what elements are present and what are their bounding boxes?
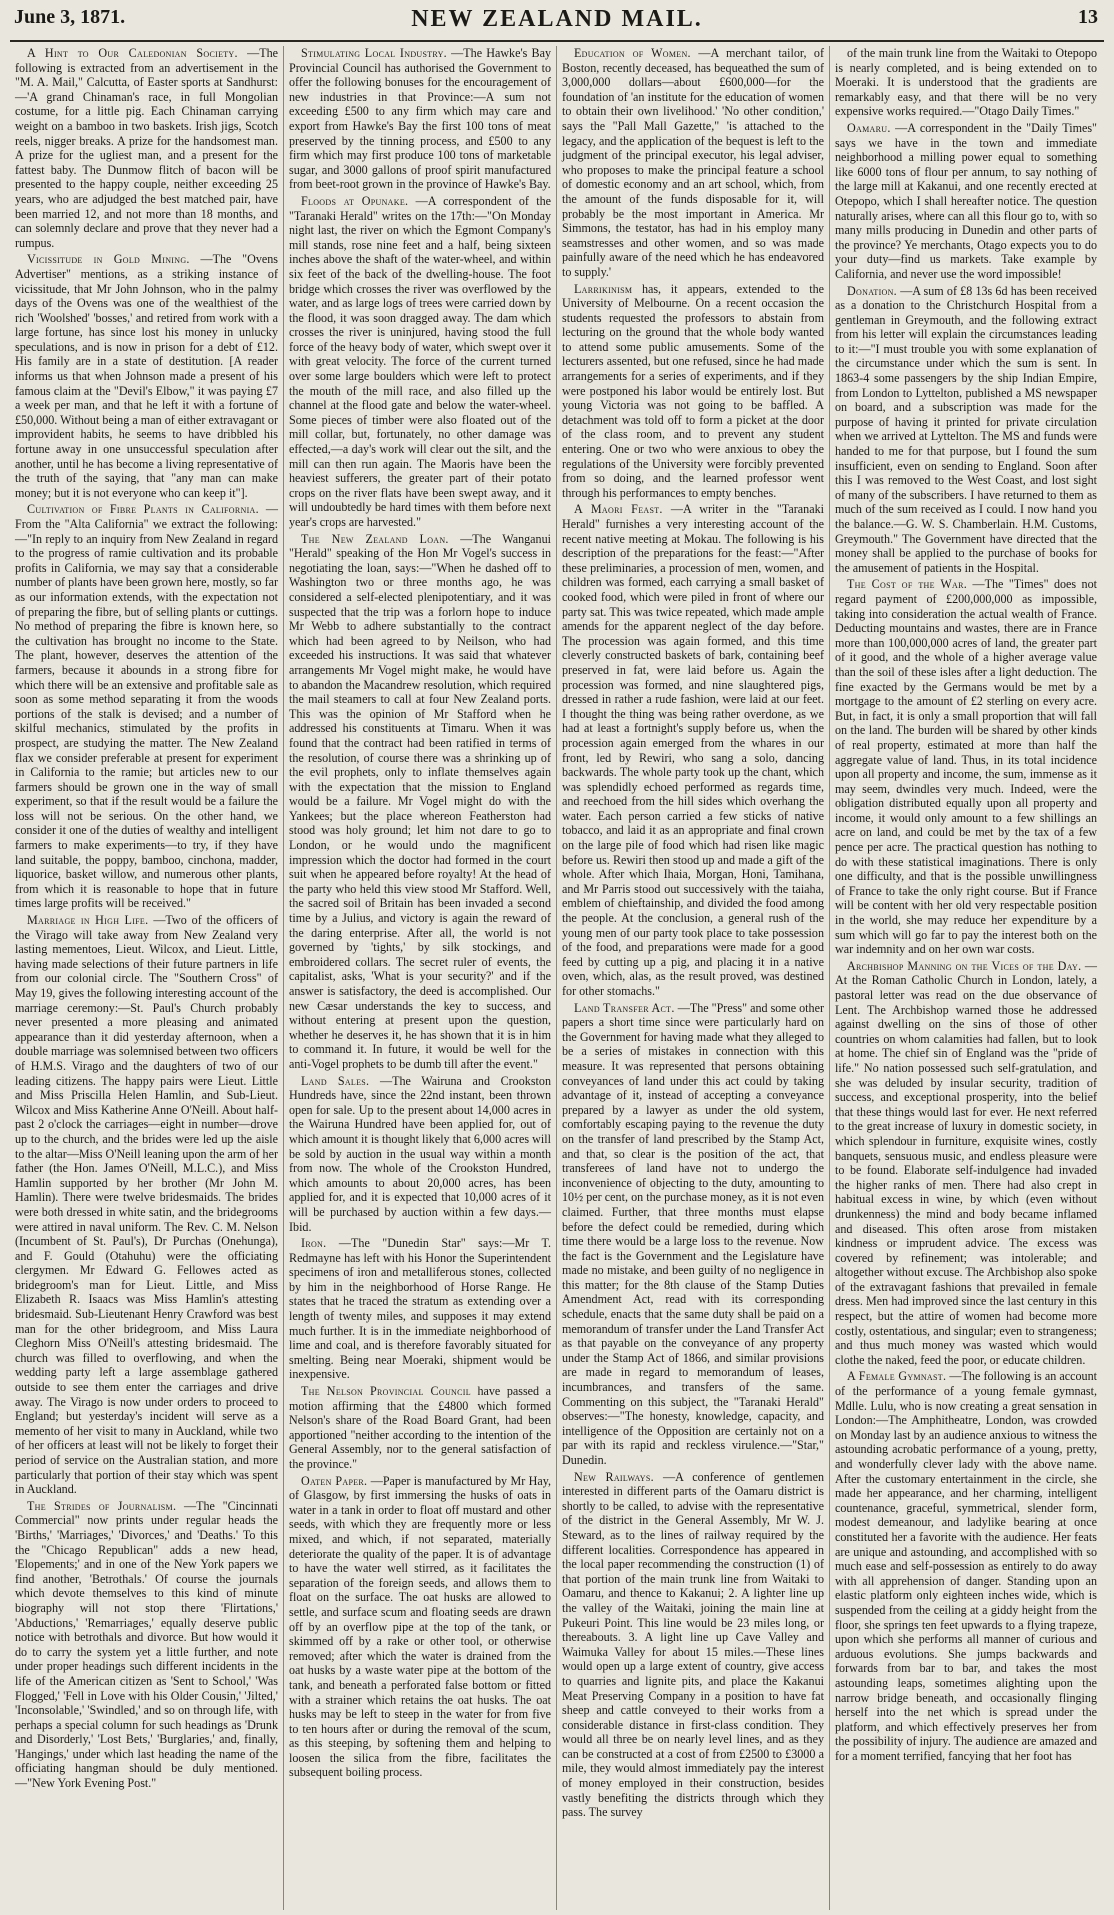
article-heading: The Strides of Journalism. — [27, 1498, 177, 1513]
column-2 — [283, 46, 556, 1910]
article-item — [289, 532, 551, 1072]
page-header — [10, 4, 1104, 42]
article-columns — [10, 46, 1104, 1910]
article-body: have passed a motion affirming that the £4800 which formed Nelson's share of the Road Board Grant, had been apportioned "neither according to the intention of the General Assembly, nor to the general satisfaction of the province." — [289, 1384, 551, 1471]
article-heading: Stimulating Local Industry. — [301, 46, 448, 60]
article-body: —At the Roman Catholic Church in London, lately, a pastoral letter was read on the due observance of Lent. The Archbishop warned those he addressed against dwelling on the sins of those of other countries on whom calamities had fallen, but to look at home. The chief sin of England was the "pride of life." No nation possessed such self-gratulation, and she was deluded by insular security, tradition of success, and exceptional prosperity, into the belief that these things would last for ever. He next referred to the great increase of luxury in domestic society, in which splendour in furniture, exquisite wines, costly banquets, sensuous music, and endless pleasure were to be found. Elaborate self-indulgence had invaded the higher ranks of men. There had also crept in habitual excess in wine, by which (even without drunkenness) the mind and body became inflamed and diseased. This often arose from mistaken kindness or imprudent advice. The excess was covered by refinement; was intolerable; and altogether without excuse. The Archbishop also spoke of the extravagant fashions that prevailed in female dress. Men had improved since the last century in this respect, but the attire of women had become more costly, ostentatious, and singular; even to strangeness; and thus much money was wasted which would clothe the naked, feed the poor, or educate children. — [835, 958, 1097, 1367]
article-heading: Land Transfer Act. — [574, 1000, 675, 1015]
article-body: —A conference of gentlemen interested in different parts of the Oamaru district is shortly to be called, to advise with the representative of the district in the General Assembly, Mr W. J. Steward, as to the lines of railway required by the different localities. Correspondence has appeared in the local paper recommending the construction (1) of that portion of the main trunk line from Waitaki to Oamaru, and thence to Kakanui; 2. A lighter line up the valley of the Waitaki, joining the main line at Pukeuri Point. This line would be 23 miles long, or thereabouts. 3. A light line up Cave Valley and Waimuka Valley for about 15 miles.—These lines would open up a large extent of country, give access to quarries and lignite pits, and place the Kakanui Meat Preserving Company in a position to have fat sheep and cattle conveyed to their works from a considerable distance in first-class condition. They would all three be on nearly level lines, and as they can be constructed at a cost of from £2500 to £3000 a mile, they would almost immediately pay the interest of money employed in their construction, besides vastly benefiting the districts through which they pass. The survey — [562, 1469, 824, 1820]
article-heading: Donation. — [847, 283, 898, 298]
article-heading: Land Sales. — [301, 1073, 370, 1088]
article-body: —Paper is manufactured by Mr Hay, of Glasgow, by first immersing the husks of oats in water in a tank in order to float off mustard and other seeds, with which they are frequently more or less mixed, and which, if not separated, materially deteriorate the quality of the paper. It is of advantage to have the water well stirred, as it facilitates the separation of the foreign seeds, and allows them to float on the surface. The oat husks are allowed to settle, and surface scum and floating seeds are drawn off by an overflow pipe at the top of the tank, or skimmed off by a rake or other tool, or otherwise removed; after which the water is drained from the oat husks by a waste water pipe at the bottom of the tank, and beneath a perforated false bottom or fitted with a strainer which retains the oat husks. The oat husks may be left to steep in the water for from five to ten hours after or during the removal of the scum, as this steeping, by softening them and helping to loosen the silica from the fibre, facilitates the subsequent boiling process. — [289, 1473, 551, 1780]
article-heading: Archbishop Manning on the Vices of the Day. — [847, 958, 1082, 973]
article-heading: The Cost of the War. — [847, 577, 968, 592]
newspaper-title: NEW ZEALAND MAIL. — [411, 6, 703, 32]
article-item — [835, 121, 1097, 282]
article-item — [835, 577, 1097, 956]
article-heading: New Railways. — [574, 1469, 654, 1484]
column-4 — [829, 46, 1102, 1910]
article-item — [835, 959, 1097, 1368]
article-heading: The New Zealand Loan. — [301, 531, 449, 546]
article-item — [562, 1470, 824, 1820]
article-item — [289, 1074, 551, 1235]
article-item — [15, 502, 278, 911]
article-item — [835, 284, 1097, 576]
article-item — [835, 46, 1097, 119]
article-body: —A correspondent in the "Daily Times" says we have in the town and immediate neighborhood a milling power equal to something like 6000 tons of flour per annum, to say nothing of the large mill at Kakanui, and one recently erected at Otepopo, which I shall hereafter notice. The question naturally arises, where can all this flour go to, with so many mills producing in Dunedin and other parts of the province? Ye merchants, Otago expects you to do your duty—find us markets. Take example by California, and never use the word impossible! — [835, 120, 1097, 281]
article-body: —The following is extracted from an advertisement in the "M. A. Mail," Calcutta, of Easter sports at Sandhurst:—'A grand Chinaman's race, in full Mongolian costume, for a little pig. Each Chinaman carrying weight on a bamboo in two baskets. Irish jigs, Scotch reels, nigger breaks. A prize for the handsomest man. A prize for the ugliest man, and a present for the fattest baby. The Dunmow flitch of bacon will be presented to the happy couple, neither exceeding 25 years, who are adjudged the best matched pair, have been married 12, and not more than 18 months, and can solemnly declare and prove that they never had a rumpus. — [15, 46, 278, 250]
article-heading: Education of Women. — [574, 46, 691, 60]
article-item — [562, 46, 824, 280]
article-item — [562, 282, 824, 501]
article-body: of the main trunk line from the Waitaki to Otepopo is nearly completed, and is being extended on to Moeraki. It is understood that the gradients are remarkably easy, and that there will be no very expensive works required.—"Otago Daily Times." — [835, 46, 1097, 119]
article-body: —The following is an account of the performance of a young female gymnast, Mdlle. Lulu, who is now creating a great sensation in London:—The Amphitheatre, London, was crowded on Monday last by an audience anxious to witness the astounding acrobatic performance of a young, pretty, and wonderfully clever lady with the above name. After the customary entertainment in the circle, she made her appearance, and her charming, intelligent countenance, graceful, symmetrical, slender form, modest demeanour, and ladylike bearing at once constituted her a favorite with the audience. Her feats are unique and astounding, and accomplished with so much ease and self-possession as entirely to do away with all apprehension of danger. Standing upon an elastic platform only eighteen inches wide, which is suspended from the ceiling at a giddy height from the floor, she springs ten feet upwards to a flying trapeze, upon which she performs all manner of curious and arduous evolutions. She jumps backwards and forwards from bar to bar, and takes the most astounding leaps, sometimes alighting upon the narrow bridge beneath, and occasionally flinging herself into the net which is spread under the platform, and which effectively preserves her from the possibility of injury. The audience are amazed and for a moment terrified, fancying that her foot has — [835, 1369, 1097, 1763]
article-heading: Oaten Paper. — [301, 1473, 368, 1488]
article-item — [289, 1384, 551, 1472]
article-item — [289, 46, 551, 192]
article-heading: Oamaru. — [847, 120, 891, 135]
article-heading: Cultivation of Fibre Plants in California. — [27, 502, 259, 517]
article-heading: Marriage in High Life. — [27, 913, 149, 928]
article-body: —A correspondent of the "Taranaki Herald" writes on the 17th:—"On Monday night last, the river on which the Egmont Company's mill stands, rose nine feet and a half, being sixteen inches above the shaft of the water-wheel, and within six feet of the back of the dwelling-house. The foot bridge which crosses the river was overflowed by the water, and as large logs of trees were carried down by the flood, it was soon dragged away. The dam which crosses the river is uninjured, having stood the full force of the heavy body of water, which swept over it with great velocity. The force of the current turned over some large boulders which were left to protect the mouth of the mill race, and also filled up the channel at the flood gate and below the water-wheel. Some pieces of timber were also floated out of the mill collar, but, fortunately, no other damage was effected,—a day's work will clear out the silt, and the mill can then run again. The Maoris have been the heaviest sufferers, the greater part of their potato crops on the river flats have been swept away, and it will undoubtedly be hard times with them before next year's crops are harvested." — [289, 193, 551, 529]
article-body: —A sum of £8 13s 6d has been received as a donation to the Christchurch Hospital from a gentleman in Greymouth, and the following extract from his letter will explain the circumstances leading to it:—"I must trouble you with some explanation of the circumstance under which the sum is sent. In 1863-4 some passengers by the ship Indian Empire, from London to Lyttelton, published a MS newspaper on board, and a subscription was made for the purpose of having it printed for private circulation when we arrived at Lyttelton. The MS and funds were handed to me for that purpose, but I found the sum insufficient, even on sending to England. Soon after this I was removed to the West Coast, and lost sight of many of the subscribers. I have returned to them as much of the sum received as I could. I now hand you the balance.—G. W. S. Chamberlain. H.M. Customs, Greymouth." The Government have directed that the money shall be applied to the purchase of books for the amusement of patients in the Hospital. — [835, 283, 1097, 575]
issue-date: June 3, 1871. — [14, 6, 126, 28]
article-body: —The "Ovens Advertiser" mentions, as a striking instance of vicissitude, that Mr John Johnson, who in the palmy days of the Ovens was one of the wealthiest of the rich 'Woolshed' 'bosses,' and retired from work with a large fortune, has since lost his money in unlucky speculations, and is now in prison for a debt of £12. His family are in a state of destitution. [A reader informs us that when Johnson made a present of his famous claim at the "Devil's Elbow," it was paying £7 a week per man, and that he left it with a fortune of £50,000. Without being a man of either extravagant or improvident habits, he seems to have dribbled his fortune away in one unsuccessful speculation after another, until he has become a living representative of the truth of the saying, that "any man can make money; but it is not everyone who can keep it"]. — [15, 252, 278, 500]
article-body: has, it appears, extended to the University of Melbourne. On a recent occasion the students requested the professors to abstain from lecturing on the ground that the whole body wanted to attend some public amusements. Some of the lecturers assented, but one refused, since he had made arrangements for a series of experiments, and if they were postponed his labor would be entirely lost. But young Victoria was not going to be baffled. A detachment was told off to form a picket at the door of the class room, and to prevent any student entering. One or two who were anxious to obey the regulations of the University were forcibly prevented from so doing, and the learned professor went through his performances to empty benches. — [562, 281, 824, 500]
article-item — [289, 1474, 551, 1780]
column-3 — [556, 46, 829, 1910]
article-item — [562, 1001, 824, 1468]
article-item — [15, 1499, 278, 1791]
article-body: —The Wairuna and Crookston Hundreds have, since the 22nd instant, been thrown open for sale. Up to the present about 14,000 acres in the Wairuna Hundred have been applied for, out of which amount it is thought likely that 6,000 acres will be sold by auction in the usual way within a month from now. The whole of the Crookston Hundred, which amounts to about 20,000 acres, has been applied for, and it is expected that 10,000 acres of it will be purchased by auction within a few days.—Ibid. — [289, 1073, 551, 1234]
article-item — [15, 252, 278, 500]
article-heading: Floods at Opunake. — [301, 193, 409, 208]
article-heading: Vicissitude in Gold Mining. — [27, 252, 190, 267]
article-heading: The Nelson Provincial Council — [301, 1384, 471, 1399]
article-heading: Iron. — [301, 1236, 327, 1251]
article-heading: A Female Gymnast. — [847, 1369, 947, 1384]
article-body: —The Hawke's Bay Provincial Council has authorised the Government to offer the following bonuses for the encouragement of new industries in that Province:—A sum not exceeding £500 to any firm which may care and export from Hawke's Bay the first 100 tons of meat preserved by the tinning process, and £500 to any firm which may first produce 100 tons of marketable sugar, and 3000 gallons of proof spirit manufactured from beet-root grown in the province of Hawke's Bay. — [289, 46, 551, 192]
article-item — [15, 913, 278, 1497]
article-heading: A Hint to Our Caledonian Society. — [27, 46, 238, 60]
article-body: —A merchant tailor, of Boston, recently deceased, has bequeathed the sum of 3,000,000 dollars—about £600,000—for the foundation of 'an institute for the education of women to obtain their own livelihood.' 'No other condition,' says the "Pall Mall Gazette," 'is attached to the legacy, and the application of the bequest is left to the judgment of the principal executor, his legal adviser, who proposes to make the principal feature a school of domestic economy and an art school, which, from the amount of the funds disposable for it, will probably be the most important in America. Mr Simmons, the testator, has had in his employ many seamstresses and other women, and so was made painfully aware of the need which he has endeavored to supply.' — [562, 46, 824, 279]
article-body: —The "Times" does not regard payment of £200,000,000 as impossible, taking into consideration the actual wealth of France. Deducting mountains and wastes, there are in France more than 100,000,000 acres of land, the greater part of it good, and the whole of a higher average value than the soil of these isles after a light deduction. The fine exacted by the Germans would be met by a mortgage to the amount of £2 sterling on every acre. But, in fact, it is only a small proportion that will fall on the land. The burden will be shared by other kinds of real property, estimated at more than half the aggregate value of land. Thus, in its total incidence upon all property and income, the sum, immense as it may seem, dwindles very much. Indeed, were the obligation distributed equally upon all property and income, it would only amount to a few shillings an acre on land, and could be met by the tax of a few pence per acre. The practical question has nothing to do with these statistical imaginations. There is only one difficulty, and that is the possible unwillingness of France to take the only right course. But if France will be content with her old very respectable position in the world, she may reduce her expenditure by a sum which will go far to pay the interest both on the war indemnity and on her own war costs. — [835, 577, 1098, 957]
page-number: 13 — [1078, 6, 1098, 28]
article-heading: Larrikinism — [574, 281, 633, 296]
article-item — [289, 194, 551, 530]
article-heading: A Maori Feast. — [574, 502, 663, 517]
article-body: —The "Dunedin Star" says:—Mr T. Redmayne has left with his Honor the Superintendent specimens of iron and metalliferous stones, collected by him in the neighborhood of Horse Range. He states that he traced the stratum as extending over a length of twenty miles, and supposes it may extend much further. It is in the immediate neighborhood of lime and coal, and is therefore favorably situated for smelting. Being near Moeraki, shipment would be inexpensive. — [289, 1236, 551, 1382]
article-item — [835, 1369, 1097, 1763]
article-item — [562, 502, 824, 998]
article-body: —The "Cincinnati Commercial" now prints under regular heads the 'Births,' 'Marriages,' 'Divorces,' and 'Deaths.' To this the "Chicago Republican" adds a new head, 'Elopements;' and in one of the New York papers we find another, 'Betrothals.' Of course the journals which devote themselves to this kind of minute biography will not stop there 'Flirtations,' 'Abductions,' 'Remarriages,' equally deserve public notice with betrothals and divorce. But how would it do to carry the system yet a little further, and note under proper headings such different incidents in the life of the American citizen as 'Sent to School,' 'Was Flogged,' 'Fell in Love with his Older Cousin,' 'Jilted,' 'Inconsolable,' 'Swindled,' and so on through life, with perhaps a special column for such headings as 'Drunk and Disorderly,' 'Lost Bets,' 'Burglaries,' and, finally, 'Hangings,' under which last heading the name of the officiating hangman should be duly mentioned.—"New York Evening Post." — [15, 1498, 278, 1791]
article-body: —Two of the officers of the Virago will take away from New Zealand very lasting mementoes, Lieut. Wilcox, and Lieut. Little, having made selections of their future partners in life from our colonial circle. The "Southern Cross" of May 19, gives the following interesting account of the marriage ceremony:—St. Paul's Church probably never presented a more pleasing and animated appearance than it did yesterday afternoon, when a double marriage was solemnised between two officers of H.M.S. Virago and the daughters of two of our leading citizens. The happy pairs were Lieut. Little and Miss Priscilla Helen Hamlin, and Sub-Lieut. Wilcox and Miss Katherine Anne O'Neill. About half-past 2 o'clock the carriages—eight in number—drove up to the church, and the brides were led up the aisle to the altar—Miss O'Neill leaning upon the arm of her father (the Hon. James O'Neill, M.L.C.), and Miss Hamlin supported by her brother (Mr John M. Hamlin). There were twelve bridesmaids. The brides were both dressed in white satin, and the bridegrooms were attired in naval uniform. The Rev. C. M. Nelson (Incumbent of St. Paul's), Dr Purchas (Onehunga), and F. Gould (Otahuhu) were the officiating clergymen. Mr Edward G. Fellowes acted as bridegroom's man for Lieut. Little, and Miss Elizabeth R. Isaacs was Miss Hamlin's attesting bridesmaid. Sub-Lieutenant Henry Crawford was best man for the other bridegroom, and Miss Laura Cleghorn Miss O'Neill's attesting bridesmaid. The church was filled to overflowing, and when the wedding party left a large assemblage gathered outside to see them enter the carriages and drive away. The Virago is now under orders to proceed to England; but yesterday's incident will serve as a memento of her visit to many in Auckland, while two of her officers at least will not be likely to forget their period of service on the Australian station, and more particularly that portion of their stay which was spent in Auckland. — [15, 913, 278, 1497]
article-body: —The "Press" and some other papers a short time since were particularly hard on the Government for having made what they alleged to be a series of mistakes in connection with this measure. It was represented that persons obtaining conveyances of land under this act could by taking advantage of it, instead of accepting a conveyance prepared by a lawyer as under the old system, comfortably escaping paying to the revenue the duty on the transfer of land prescribed by the Stamp Act, and that, so clear is the position of the act, that transferees of land have not to undergo the inconvenience of objecting to the duty, amounting to 10½ per cent, on the purchase money, as it is not even claimed. Further, that three months must elapse before the defect could be remedied, during which time there would be a large loss to the revenue. Now the fact is the Government and the Legislature have made no mistake, and been guilty of no negligence in this matter; for the 8th clause of the Stamp Duties Amendment Act, read with its corresponding schedule, enacts that the same duty shall be paid on a memorandum of transfer under the Land Transfer Act as that payable on the conveyance of any property under the Stamp Act of 1866, and similar provisions are made in regard to memorandum of leases, incumbrances, and transfers of the same. Commenting on this subject, the "Taranaki Herald" observes:—"The honesty, knowledge, capacity, and intelligence of the Opposition are certainly not on a par with its rapid and reckless virulence.—"Star," Dunedin. — [562, 1000, 824, 1467]
article-body: —The Wanganui "Herald" speaking of the Hon Mr Vogel's success in negotiating the loan, says:—"When he dashed off to Washington two or three months ago, he was considered a self-elected plenipotentiary, and it was suspected that the trip was a forlorn hope to induce Mr Webb to adhere substantially to the contract which had been agreed to by Neilson, who had exceeded his instructions. It was said that whatever arrangements Mr Vogel might make, he would have to abandon the Macandrew resolution, which required the mail steamers to call at four New Zealand ports. This was the opinion of Mr Stafford when he addressed his constituents at Timaru. When it was found that the contract had been ratified in terms of the resolution, of course there was a shrinking up of the evil prophets, only to inflate themselves again with the expectation that the mission to England would be a failure. Mr Vogel might do with the Yankees; but the place whereon Featherston had stood was holy ground; let him not dare to go to London, or he would undo the magnificent impression which the doctor had formed in the court suit when he appeared before royalty! At the head of the party who held this view stood Mr Stafford. Well, the sacred soil of Britain has been invaded a second time by a Julius, and victory is again the reward of the daring enterprise. After all, the world is not governed by 'tights,' by silk stockings, and embroidered collars. The secret ruler of events, the capitalist, asks, 'What is your security?' and if the answer is satisfactory, the deed is accomplished. Our new Cæsar understands the key to success, and without entering at present upon the question, whether he deserves it, he has shown that it is in him to command it. In future, it would be well for the anti-Vogel prophets to be dumb till after the event." — [289, 531, 552, 1071]
column-1 — [10, 46, 283, 1910]
article-body: —A writer in the "Taranaki Herald" furnishes a very interesting account of the recent native meeting at Mokau. The following is his description of the preparations for the feast:—"After these preliminaries, a procession of men, women, and children was formed, each carrying a small basket of cooked food, which were piled in front of where our party sat. This was twice repeated, which made ample amends for the apparent neglect of the day before. The procession was again formed, and this time cleverly constructed baskets of bark, containing beef preserved in fat, were laid before us. Again the procession was formed, and nine slaughtered pigs, dressed in rather a rude fashion, were laid at our feet. I thought the thing was being rather overdone, as we had at least a fortnight's supply before us, when the procession again emerged from the whares in our front, led by Rewiri, who sang a solo, dancing backwards. The whole party took up the chant, which was splendidly echoed performed as regards time, and reechoed from the hill sides which overhang the water. Each person carried a few sticks of native tobacco, and laid it as an appropriate and final crown on the large pile of food which had risen like magic before us. Rewiri then stood up and made a gift of the whole. After which Ihaia, Morgan, Honi, Tamihana, and Mr Parris stood out successively with the taiaha, emblem of chieftainship, and divided the food among the people. At the conclusion, a general rush of the young men of our party took place to take possession of the food, and preparations were made for a good feed by cutting up a pig, and placing it in a native oven, which, alas, as the result proved, was destined for other stomachs." — [562, 502, 824, 998]
article-item — [15, 46, 278, 250]
article-body: —From the "Alta California" we extract the following:—"In reply to an inquiry from New Zealand in regard to the progress of ramie cultivation and its probable profits in California, we may say that a considerable number of plants have been grown here, mostly, so far as our information extends, with the expectation not of preparing the fibre, but of selling plants or cuttings. No method of preparing the fibre is known here, so the cultivation has brought no income to the State. The plant, however, deserves the attention of the farmers, because it abounds in a strong fibre for which there will be an extensive and profitable sale as soon as some method separating it from the woods portions of the stalk is devised; and a number of skilful mechanics, stimulated by the profits in prospect, are studying the matter. The New Zealand flax we consider preferable at present for experiment in California to the ramie; but articles new to our farmers should be grown one in the way of small experiment, so that if the result would be a failure the loss will not be serious. On the other hand, we consider it one of the duties of wealthy and intelligent farmers to make experiments—to try, if they have land suitable, the poppy, bamboo, cinchona, madder, liquorice, basket willow, and numerous other plants, from which it is reasonable to hope that in future times large profits will be received." — [15, 502, 278, 911]
article-item — [289, 1236, 551, 1382]
